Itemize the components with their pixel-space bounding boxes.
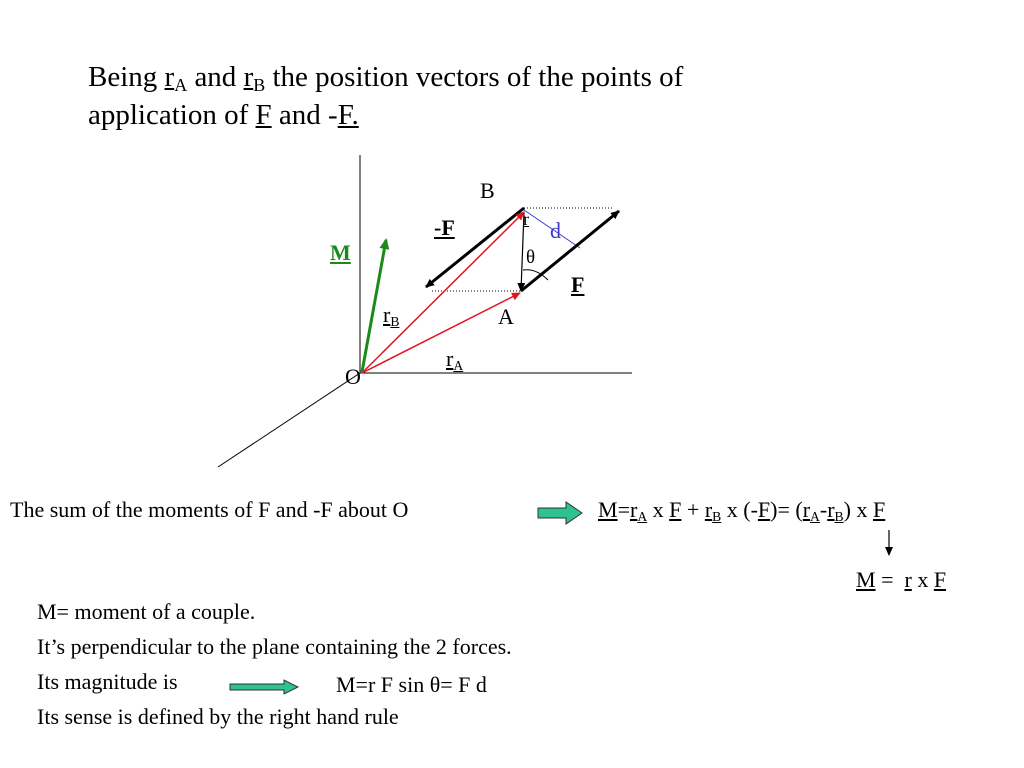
label-A: A — [498, 304, 514, 329]
note-couple: M= moment of a couple. — [37, 599, 256, 624]
label-r: r — [523, 209, 529, 229]
implies-arrow-1 — [538, 502, 582, 524]
moment-equation-simplified: M = r x F — [856, 567, 947, 592]
x-axis — [218, 373, 360, 467]
label-neg-F: -F — [434, 215, 455, 240]
note-sense: Its sense is defined by the right hand rule — [37, 704, 399, 729]
label-M: M — [330, 240, 351, 265]
label-d: d — [550, 218, 561, 243]
note-perpendicular: It’s perpendicular to the plane containing the 2 forces. — [37, 634, 512, 659]
label-O: O — [345, 364, 361, 389]
moment-equation: $M=r_A$ x $F + r_B$ x $(-F)= (r_A-r_B)$ x F — [598, 497, 886, 524]
force-F-arrow — [521, 211, 619, 291]
magnitude-formula: M=r F sin θ= F d — [336, 672, 487, 697]
label-rB: $r_B$ — [383, 302, 400, 329]
slide-title: Being $r_A$ and $r_B$ the position vectors of the points of application of F and -F. — [88, 61, 684, 131]
label-rA: $r_A$ — [446, 346, 464, 373]
label-theta: θ — [526, 247, 536, 268]
note-magnitude: Its magnitude is — [37, 669, 178, 694]
label-F: F — [571, 272, 585, 297]
label-B: B — [480, 178, 495, 203]
implies-arrow-2 — [230, 680, 298, 694]
sum-statement: The sum of the moments of F and -F about O — [10, 497, 409, 522]
